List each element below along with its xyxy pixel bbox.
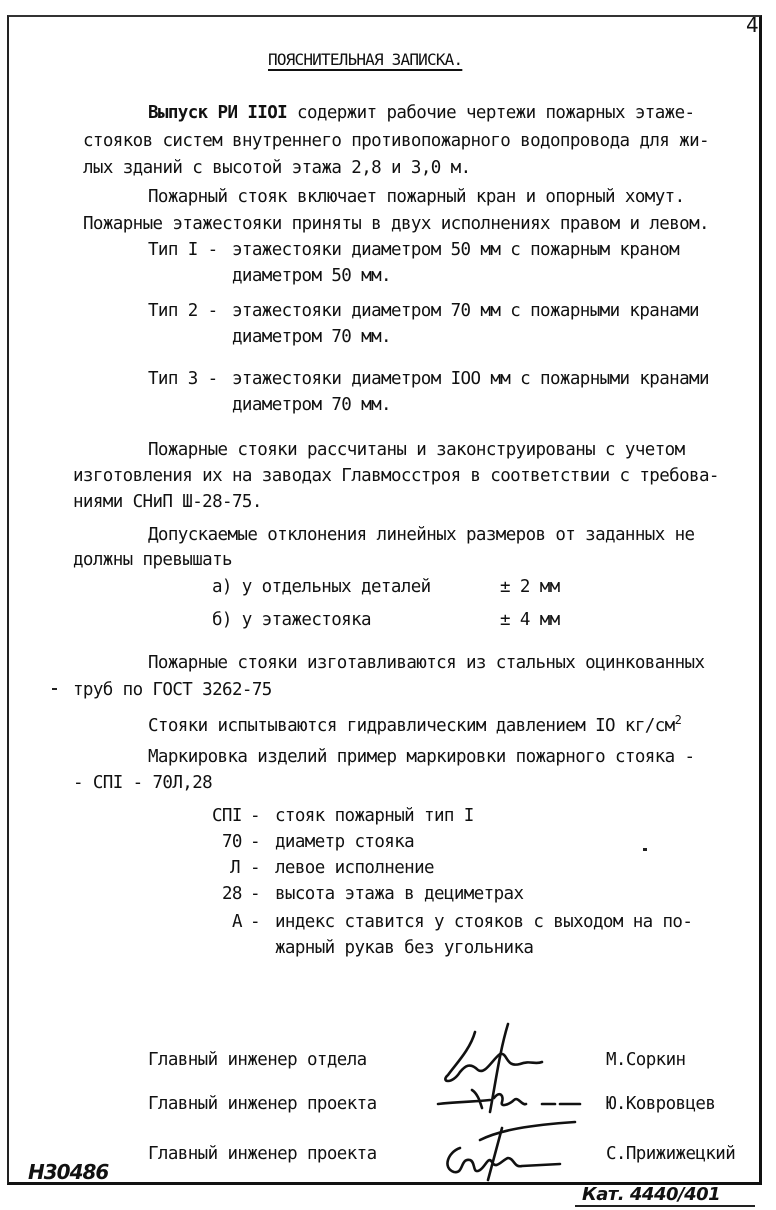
design-line-2: изготовления их на заводах Главмосстроя в соответствии с требова- <box>73 466 719 486</box>
stray-mark <box>52 688 57 690</box>
tolerance-item-value: ± 4 мм <box>500 610 560 630</box>
legend-dash: - <box>250 858 260 878</box>
legend-desc: левое исполнение <box>275 858 434 878</box>
type-2-label: Тип 2 - <box>148 301 218 321</box>
release-code: Выпуск РИ IIOI <box>148 103 288 123</box>
material-line-2: труб по ГОСТ 3262-75 <box>73 680 272 700</box>
signature-1 <box>445 1032 542 1081</box>
type-3-line-2: диаметром 70 мм. <box>232 395 391 415</box>
legend-code: А <box>232 912 242 932</box>
legend-code: Л <box>230 858 240 878</box>
material-line-1: Пожарные стояки изготавливаются из стальных оцинкованных <box>148 653 705 673</box>
legend-desc-cont: жарный рукав без угольника <box>275 938 534 958</box>
legend-dash: - <box>250 806 260 826</box>
type-1-label: Тип I - <box>148 240 218 260</box>
legend-code: 70 <box>222 832 242 852</box>
signature-name: Ю.Ковровцев <box>606 1094 716 1114</box>
type-1-line-1: этажестояки диаметром 50 мм с пожарным краном <box>232 240 680 260</box>
intro-line-3: лых зданий с высотой этажа 2,8 и 3,0 м. <box>83 158 471 178</box>
intro-line-1: Выпуск РИ IIOI содержит рабочие чертежи пожарных этаже- <box>148 103 695 123</box>
marking-line-1: Маркировка изделий пример маркировки пожарного стояка - <box>148 747 695 767</box>
tolerance-item-value: ± 2 мм <box>500 577 560 597</box>
handwritten-signatures <box>430 1020 600 1190</box>
marking-example: - СПI - 70Л,28 <box>73 773 213 793</box>
inventory-number: H30486 <box>28 1160 109 1184</box>
composition-line-2: Пожарные этажестояки приняты в двух исполнениях правом и левом. <box>83 214 709 234</box>
legend-desc: диаметр стояка <box>275 832 415 852</box>
composition-line-1: Пожарный стояк включает пожарный кран и опорный хомут. <box>148 187 685 207</box>
signature-1-stroke <box>490 1024 508 1112</box>
type-1-line-2: диаметром 50 мм. <box>232 266 391 286</box>
legend-code: 28 <box>222 884 242 904</box>
signature-3 <box>447 1128 560 1180</box>
tolerance-line-2: должны превышать <box>73 550 232 570</box>
legend-desc: высота этажа в дециметрах <box>275 884 524 904</box>
legend-desc: стояк пожарный тип I <box>275 806 474 826</box>
stamp-underline <box>575 1205 755 1207</box>
intro-line-2: стояков систем внутреннего противопожарного водопровода для жи- <box>83 131 709 151</box>
catalog-stamp: Кат. 4440/401 <box>582 1184 721 1205</box>
legend-dash: - <box>250 832 260 852</box>
type-2-line-1: этажестояки диаметром 70 мм с пожарными кранами <box>232 301 699 321</box>
type-2-line-2: диаметром 70 мм. <box>232 327 391 347</box>
tolerance-line-1: Допускаемые отклонения линейных размеров от заданных не <box>148 525 695 545</box>
legend-dash: - <box>250 884 260 904</box>
signature-role: Главный инженер отдела <box>148 1050 367 1070</box>
legend-code: СПI <box>212 806 242 826</box>
type-3-line-1: этажестояки диаметром IOO мм с пожарными кранами <box>232 369 709 389</box>
design-line-3: ниями СНиП Ш-28-75. <box>73 492 262 512</box>
stray-dot <box>643 848 647 851</box>
design-line-1: Пожарные стояки рассчитаны и законструированы с учетом <box>148 440 685 460</box>
document-title: ПОЯСНИТЕЛЬНАЯ ЗАПИСКА. <box>268 50 463 69</box>
tolerance-item-label: а) у отдельных деталей <box>212 577 431 597</box>
testing-line: Стояки испытываются гидравлическим давлением IO $кг/см^2$ <box>148 713 682 736</box>
tolerance-item-label: б) у этажестояка <box>212 610 371 630</box>
signature-2-tail <box>480 1122 575 1140</box>
signature-name: М.Соркин <box>606 1050 686 1070</box>
legend-dash: - <box>250 912 260 932</box>
signature-role: Главный инженер проекта <box>148 1144 377 1164</box>
signature-role: Главный инженер проекта <box>148 1094 377 1114</box>
legend-desc: индекс ставится у стояков с выходом на по- <box>275 912 693 932</box>
superscript: 2 <box>674 713 682 727</box>
page-number: 4 <box>746 13 759 37</box>
signature-name: С.Прижижецкий <box>606 1144 736 1164</box>
signature-2 <box>438 1090 580 1108</box>
type-3-label: Тип 3 - <box>148 369 218 389</box>
